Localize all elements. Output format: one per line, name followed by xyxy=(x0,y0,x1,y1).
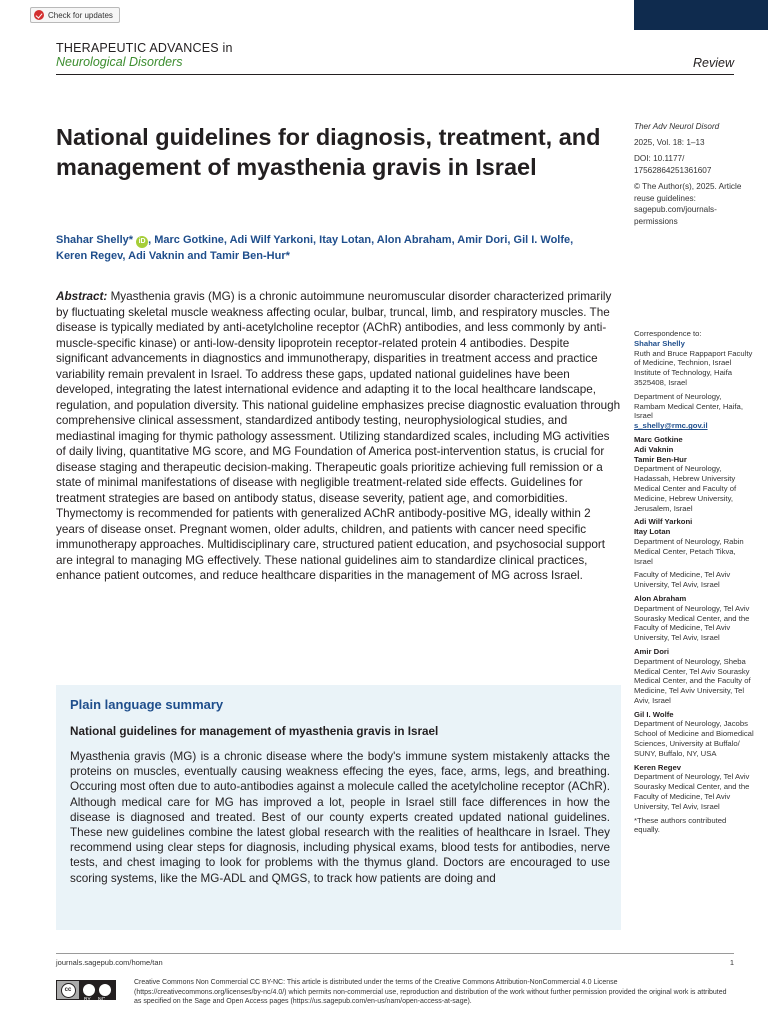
copyright-notice: © The Author(s), 2025. Article reuse guidelines: sagepub.com/journals- permissions xyxy=(634,182,742,226)
correspondence-name: Shahar Shelly xyxy=(634,338,685,348)
author-name: Keren Regev xyxy=(634,762,681,772)
orcid-icon[interactable]: iD xyxy=(136,236,148,248)
author-affiliation: Faculty of Medicine, Tel Aviv University, Tel Aviv, Israel xyxy=(634,570,731,590)
journal-subtitle: Neurological Disorders xyxy=(56,55,183,69)
cc-nc-icon xyxy=(99,984,111,996)
volume-info: 2025, Vol. 18: 1–13 xyxy=(634,137,705,147)
correspondence-affiliation: Department of Neurology, Rambam Medical Center, Haifa, Israel xyxy=(634,391,743,421)
pls-subtitle: National guidelines for management of myasthenia gravis in Israel xyxy=(70,725,439,738)
author-name: Adi Wilf Yarkoni xyxy=(634,517,693,527)
author-name: Gil I. Wolfe xyxy=(634,709,674,719)
abstract-text: Myasthenia gravis (MG) is a chronic autoimmune neuromuscular disorder characterized primarily by fluctuating skeletal muscle weakness affecting ocular, bulbar, truncal, limb, and respiratory muscles. The disease is typically mediated by anti-acetylcholine receptor (AChR) antibodies, and less commonly by anti-muscle-specific kinase) or anti-low-density lipoprotein receptor-related protein 4 antibodies. Despite significant advancements in diagnostics and immunotherapy, disparities in treatment access and practice variability remain prevalent in Israel. To address these gaps, updated national guidelines have been developed, integrating the latest international evidence and adapting it to the local healthcare landscape, regulation, and population diversity. This national guideline emphasizes precise diagnostic evaluation through comprehensive clinical assessment, standardized antibody testing, neurophysiological studies, and mediastinal imaging for thymic pathology assessment. Utilizing standardized scales, including MG activities of daily living, quantitative MG score, and MG Foundation of America post-intervention status, is crucial for disease staging and therapeutic decision-making. Therapeutic goals prioritize achieving full remission or a state of minimal manifestations of disease with negligible treatment-related side effects. Guidelines for treatment strategies are based on antibody status, disease severity, patient age, and comorbidities. Thymectomy is recommended for patients with generalized AChR antibody-positive MG, ideally within 2 years of disease onset. Pregnant women, older adults, children, and patients with cancer need specific immunotherapy approaches. Multidisciplinary care, structured patient education, and psychosocial support are integral to managing MG effectively. These national guidelines aim to standardize clinical practices, enhance patient outcomes, and reduce healthcare disparities in the management of MG across Israel. xyxy=(56,290,621,582)
cc-license-icon[interactable]: cc xyxy=(56,980,116,1000)
equal-contribution-note: *These authors contributed equally. xyxy=(634,815,727,835)
author-list xyxy=(56,232,596,264)
check-for-updates-button[interactable] xyxy=(30,7,120,23)
abstract xyxy=(56,289,621,584)
author-name: Marc Gotkine xyxy=(634,434,683,444)
correspondence-sidebar xyxy=(634,329,754,839)
author-name: Adi Vaknin xyxy=(634,444,674,454)
article-type: Review xyxy=(693,56,734,70)
author-name: Alon Abraham xyxy=(634,593,687,603)
journal-abbreviation: Ther Adv Neurol Disord xyxy=(634,122,720,131)
article-title: National guidelines for diagnosis, treatment, and management of myasthenia gravis in Israel xyxy=(56,124,601,180)
check-updates-icon xyxy=(34,10,44,20)
author-affiliation: Department of Neurology, Sheba Medical Center, Tel Aviv Sourasky Medical Center, and the Faculty of Medicine, Tel Aviv University, Tel Aviv, Israel xyxy=(634,656,751,705)
article-meta xyxy=(634,121,744,232)
check-updates-label: Check for updates xyxy=(48,10,113,20)
correspondence-label: Correspondence to: xyxy=(634,329,702,338)
abstract-label: Abstract: xyxy=(56,290,108,303)
author-affiliation: Department of Neurology, Tel Aviv Sourasky Medical Center, and the Faculty of Medicine, Tel Aviv University, Tel Aviv, Israel xyxy=(634,603,750,643)
journal-name: THERAPEUTIC ADVANCES in xyxy=(56,41,233,55)
author-name: Tamir Ben-Hur xyxy=(634,454,687,464)
first-author[interactable]: Shahar Shelly* xyxy=(56,234,134,246)
footer-divider xyxy=(56,953,734,954)
author-name: Amir Dori xyxy=(634,646,670,656)
cc-labels xyxy=(84,997,105,1003)
author-affiliation: Department of Neurology, Rabin Medical Center, Petach Tikva, Israel xyxy=(634,536,744,566)
cc-by-icon xyxy=(83,984,95,996)
header-divider xyxy=(56,74,734,75)
pls-title: Plain language summary xyxy=(70,697,224,712)
cc-nc-label: NC xyxy=(97,997,106,1003)
page-number: 1 xyxy=(729,958,734,967)
other-authors: , Marc Gotkine, Adi Wilf Yarkoni, Itay Lotan, Alon Abraham, Amir Dori, Gil I. Wolfe, Keren Regev, Adi Vaknin and Tamir Ben-Hur* xyxy=(56,234,574,262)
author-name: Itay Lotan xyxy=(634,527,671,537)
journal-url[interactable]: journals.sagepub.com/home/tan xyxy=(56,958,163,967)
author-affiliation: Department of Neurology, Jacobs School of Medicine and Biomedical Sciences, University at Buffalo/ SUNY, Buffalo, NY, USA xyxy=(634,719,754,758)
author-affiliation: Department of Neurology, Tel Aviv Sourasky Medical Center, and the Faculty of Medicine, Tel Aviv University, Tel Aviv, Israel xyxy=(634,772,750,811)
cc-by-label: BY xyxy=(84,997,91,1003)
pls-body: Myasthenia gravis (MG) is a chronic disease where the body's immune system mistakenly attacks the proteins on muscles, eventually causing weakness effecing the eyes, face, arms, legs, and breathing. Occuring most often due to auto-antibodies against a molecule called the acetylcholine receptor (AChR). Although medical care for MG has improved a lot, people in Israel still face differences in how the disease is diagnosed and treated. Best of our county experts created updated national guidelines. These new guidelines combine the latest global research with the realities of healthcare in Israel. They recommend using clear steps for diagnosis, including physical exams, blood tests for antibodies, nerve tests, and chest imaging to look for problems with the thymus gland. Doctors are encouraged to use scoring systems, like the MG-ADL and QMGS, to track how patients are doing and xyxy=(70,750,610,885)
license-text: Creative Commons Non Commercial CC BY-NC: This article is distributed under the terms of the Creative Commons Attribution-NonCommercial 4.0 License (https://creativecommons.org/licenses/by-nc/4.0/) which permits non-commercial use, reproduction and distribution of the work without further permission provided the original work is attributed as specified on the Sage and Open Access pages (https://us.sagepub.com/en-us/nam/open-access-at-sage). xyxy=(134,979,727,1005)
header-corner-block xyxy=(634,0,768,30)
correspondence-affiliation: Ruth and Bruce Rappaport Faculty of Medicine, Technion, Israel Institute of Technology, Haifa 3525408, Israel xyxy=(634,348,753,387)
doi[interactable]: DOI: 10.1177/ 17562864251361607 xyxy=(634,154,712,175)
correspondence-email[interactable]: s_shelly@rmc.gov.il xyxy=(634,421,708,431)
author-affiliation: Department of Neurology, Hadassah, Hebrew University Medical Center and Faculty of Medicine, Hebrew University, Jerusalem, Israel xyxy=(634,464,737,513)
plain-language-summary xyxy=(56,685,621,930)
